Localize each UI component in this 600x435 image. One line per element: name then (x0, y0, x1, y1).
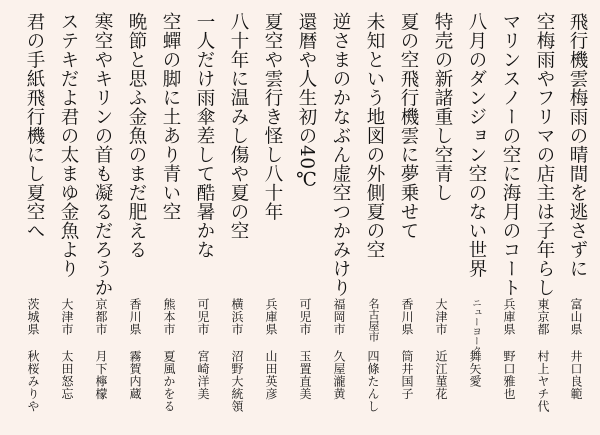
haiku-author: 秋桜みりや (26, 350, 40, 413)
haiku-author: 舞矢愛 (468, 350, 482, 388)
haiku-place: 兵庫県 (264, 298, 278, 336)
haiku-author: 玉置直美 (298, 350, 312, 400)
haiku-entry (55, 12, 81, 432)
haiku-author: 太田怒忘 (60, 350, 74, 400)
haiku-text: 寒空やキリンの首も凝るだろうか (92, 12, 113, 297)
haiku-author: 村上ヤチ代 (536, 350, 550, 413)
haiku-place: 福岡市 (332, 298, 346, 336)
haiku-text: 夏空や雲行き怪し八十年 (262, 12, 283, 221)
haiku-place: 名古屋市 (367, 298, 380, 342)
haiku-entry (361, 12, 387, 432)
haiku-text: 空梅雨やフリマの店主は子年らし (534, 12, 555, 297)
haiku-author: 夏風かをる (162, 350, 176, 413)
haiku-text: 飛行機雲梅雨の晴間を逃さずに (567, 12, 588, 278)
haiku-entry (564, 12, 590, 432)
haiku-entry (123, 12, 149, 432)
haiku-text: 空蟬の脚に土あり青い空 (160, 12, 181, 221)
haiku-entry (293, 12, 319, 432)
haiku-entry (21, 12, 47, 432)
haiku-entry (225, 12, 251, 432)
haiku-place: ニューヨーク (470, 298, 481, 355)
haiku-text: 晩節と思ふ金魚のまだ肥える (126, 12, 147, 259)
haiku-place: 香川県 (128, 298, 142, 336)
haiku-text: マリンスノーの空に海月のコート (500, 12, 521, 297)
haiku-text: ステキだよ君の太まゆ金魚より (58, 12, 79, 278)
haiku-text: 八十年に温みし傷や夏の空 (228, 12, 249, 240)
haiku-text: 一人だけ雨傘差して酷暑かな (194, 12, 215, 259)
haiku-text: 八月のダンジョン空のない世界 (466, 12, 487, 278)
haiku-entry (395, 12, 421, 432)
haiku-author: 筒井国子 (400, 350, 414, 400)
haiku-text: 逆さまのかなぶん虚空つかみけり (330, 12, 351, 297)
haiku-place: 富山県 (569, 298, 583, 336)
haiku-author: 四條たんし (366, 350, 380, 413)
haiku-text: 君の手紙飛行機にし夏空へ (24, 12, 45, 240)
haiku-text: 特売の新諸重し空青し (432, 12, 453, 202)
haiku-entry (497, 12, 523, 432)
haiku-text: 還暦や人生初の40℃ (296, 12, 317, 192)
haiku-author: 山田英彦 (264, 350, 278, 400)
haiku-place: 熊本市 (162, 298, 176, 336)
haiku-author: 霧賀内蔵 (128, 350, 142, 400)
haiku-entry (191, 12, 217, 432)
haiku-entry (157, 12, 183, 432)
haiku-place: 可児市 (196, 298, 210, 336)
haiku-place: 兵庫県 (502, 298, 516, 336)
haiku-author: 久屋瀧黄 (332, 350, 346, 400)
haiku-entry (429, 12, 455, 432)
haiku-place: 可児市 (298, 298, 312, 336)
haiku-place: 大津市 (434, 298, 448, 336)
haiku-author: 宮崎洋美 (196, 350, 210, 400)
haiku-place: 香川県 (400, 298, 414, 336)
haiku-author: 沼野大統領 (230, 350, 244, 413)
haiku-place: 横浜市 (230, 298, 244, 336)
haiku-author: 井口良範 (569, 350, 583, 400)
haiku-entry (531, 12, 557, 432)
haiku-entry (259, 12, 285, 432)
haiku-entry (463, 12, 489, 432)
haiku-place: 京都市 (94, 298, 108, 336)
haiku-place: 東京都 (536, 298, 550, 336)
haiku-place: 茨城県 (26, 298, 40, 336)
haiku-author: 月下檸檬 (94, 350, 108, 400)
haiku-entry (89, 12, 115, 432)
haiku-entry (327, 12, 353, 432)
haiku-author: 野口雅也 (502, 350, 516, 400)
haiku-place: 大津市 (60, 298, 74, 336)
haiku-text: 未知という地図の外側夏の空 (364, 12, 385, 259)
haiku-author: 近江菫花 (434, 350, 448, 400)
haiku-text: 夏の空飛行機雲に夢乗せて (398, 12, 419, 240)
